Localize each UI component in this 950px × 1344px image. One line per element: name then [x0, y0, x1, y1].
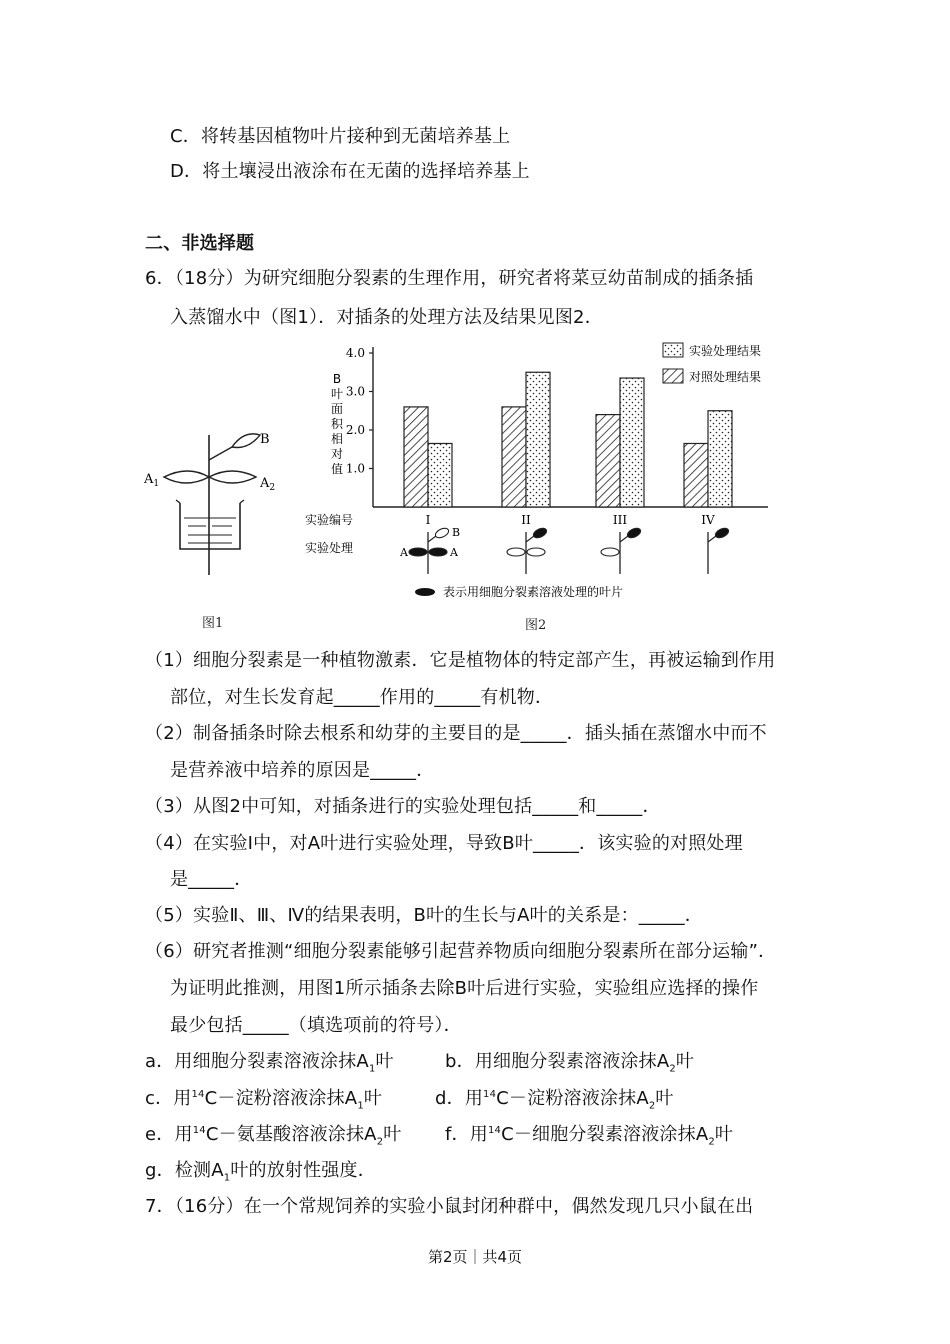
row-label-treatment: 实验处理 [305, 541, 354, 555]
category-label: IV [701, 513, 715, 527]
treatment-2 [507, 526, 548, 574]
sub-question-1-line-2: 部位，对生长发育起_____作用的_____有机物． [170, 687, 554, 708]
legend-label: 对照处理结果 [689, 370, 762, 384]
bar-hatch-III [596, 415, 620, 507]
treatment-branch [708, 536, 716, 542]
treatment-leaf-a2 [527, 548, 545, 556]
treatment-label-b: B [452, 526, 461, 539]
treatment-leaf-a1 [601, 548, 619, 556]
y-axis-label-char: 值 [330, 462, 344, 476]
y-tick-label: 1.0 [345, 461, 365, 476]
treatment-4 [708, 526, 730, 574]
sub-question-4-line-1: （4）在实验Ⅰ中，对A叶进行实验处理，导致B叶_____．该实验的对照处理 [145, 833, 743, 854]
treatment-leaf-b [714, 526, 730, 539]
bar-hatch-I [404, 407, 428, 507]
legend-swatch-hatch [663, 369, 683, 383]
y-axis-label-char: 对 [330, 447, 344, 461]
bar-dots-I [428, 443, 452, 507]
question-7: 7．（16分）在一个常规饲养的实验小鼠封闭种群中，偶然发现几只小鼠在出 [145, 1196, 754, 1217]
category-label: I [425, 513, 431, 527]
label-b: B [260, 432, 270, 447]
row-label-experiment-number: 实验编号 [305, 513, 354, 527]
label-a1: $A_1$ [144, 472, 160, 489]
legend-swatch-dots [663, 343, 683, 357]
section-heading: 二、非选择题 [145, 233, 255, 254]
figure-1 [140, 425, 290, 635]
question-6-line-2: 入蒸馏水中（图1）．对插条的处理方法及结果见图2． [170, 307, 603, 328]
bar-dots-IV [708, 411, 732, 507]
treatment-branch [428, 536, 436, 542]
option-g: g．检测$A_1$叶的放射性强度． [145, 1160, 376, 1184]
bar-hatch-II [502, 407, 526, 507]
treatment-branch [526, 536, 534, 542]
question-6-line-1: 6．（18分）为研究细胞分裂素的生理作用，研究者将菜豆幼苗制成的插条插 [145, 268, 754, 289]
sub-question-3: （3）从图2中可知，对插条进行的实验处理包括_____和_____． [145, 796, 661, 817]
category-label: III [612, 513, 628, 527]
note-text: 表示用细胞分裂素溶液处理的叶片 [443, 585, 624, 599]
y-tick-label: 3.0 [345, 384, 365, 399]
option-c-isotope: c．用$^{14}$C－淀粉溶液涂抹$A_1$叶 [145, 1088, 383, 1112]
y-tick-label: 2.0 [345, 423, 365, 437]
option-d-isotope: d．用$^{14}$C－淀粉溶液涂抹$A_2$叶 [435, 1088, 674, 1112]
y-axis-label-char: 相 [330, 432, 344, 446]
treatment-label-a-right: A [450, 546, 458, 559]
sub-question-2-line-2: 是营养液中培养的原因是_____． [170, 760, 435, 781]
treatment-branch [620, 536, 628, 542]
bar-dots-III [620, 378, 644, 507]
sub-question-1-line-1: （1）细胞分裂素是一种植物激素．它是植物体的特定部产生，再被运输到作用 [145, 650, 776, 671]
figure-2-caption: 图2 [525, 618, 547, 633]
option-c: C．将转基因植物叶片接种到无菌培养基上 [170, 126, 511, 147]
treatment-leaf-a2 [429, 548, 447, 556]
treatment-1 [409, 526, 450, 574]
treatment-label-a-left: A [400, 546, 408, 559]
treatment-leaf-b [626, 526, 642, 539]
treatment-leaf-a1 [409, 548, 427, 556]
y-axis-label-char: 积 [330, 417, 344, 431]
category-label: II [521, 513, 531, 527]
sub-question-6-line-1: （6）研究者推测“细胞分裂素能够引起营养物质向细胞分裂素所在部分运输”． [145, 941, 777, 962]
y-axis-label-char: 叶 [330, 387, 344, 401]
sub-question-6-line-2: 为证明此推测，用图1所示插条去除B叶后进行实验，实验组应选择的操作 [170, 978, 759, 999]
option-b: b．用细胞分裂素溶液涂抹$A_2$叶 [445, 1051, 695, 1075]
leaf-b [232, 434, 260, 448]
treatment-leaf-b [532, 526, 548, 539]
option-a: a．用细胞分裂素溶液涂抹$A_1$叶 [145, 1051, 394, 1075]
leaf-a2 [209, 471, 256, 483]
option-f: f．用$^{14}$C－细胞分裂素溶液涂抹$A_2$叶 [445, 1124, 734, 1148]
leaf-a1 [164, 471, 209, 483]
option-e: e．用$^{14}$C－氨基酸溶液涂抹$A_2$叶 [145, 1124, 402, 1148]
y-axis-label-char: 面 [330, 402, 344, 416]
option-d: D．将土壤浸出液涂布在无菌的选择培养基上 [170, 161, 530, 182]
y-tick-label: 4.0 [345, 346, 365, 360]
page-footer: 第2页｜共4页 [427, 1248, 523, 1266]
treatment-3 [601, 526, 642, 574]
note-leaf-symbol [415, 588, 435, 596]
figure-2-chart [295, 335, 795, 610]
sub-question-6-line-3: 最少包括_____（填选项前的符号）． [170, 1015, 462, 1036]
bar-dots-II [526, 372, 550, 507]
figure-1-caption: 图1 [202, 616, 224, 631]
y-axis-label-char: B [332, 372, 342, 386]
bar-hatch-IV [684, 443, 708, 507]
sub-question-2-line-1: （2）制备插条时除去根系和幼芽的主要目的是_____．插头插在蒸馏水中而不 [145, 723, 767, 744]
label-a2: $A_2$ [260, 476, 276, 493]
treatment-leaf-a1 [507, 548, 525, 556]
treatment-leaf-b [434, 526, 450, 539]
sub-question-5: （5）实验Ⅱ、Ⅲ、Ⅳ的结果表明，B叶的生长与A叶的关系是：_____． [145, 905, 703, 926]
legend-label: 实验处理结果 [689, 344, 762, 358]
sub-question-4-line-2: 是_____． [170, 869, 253, 890]
